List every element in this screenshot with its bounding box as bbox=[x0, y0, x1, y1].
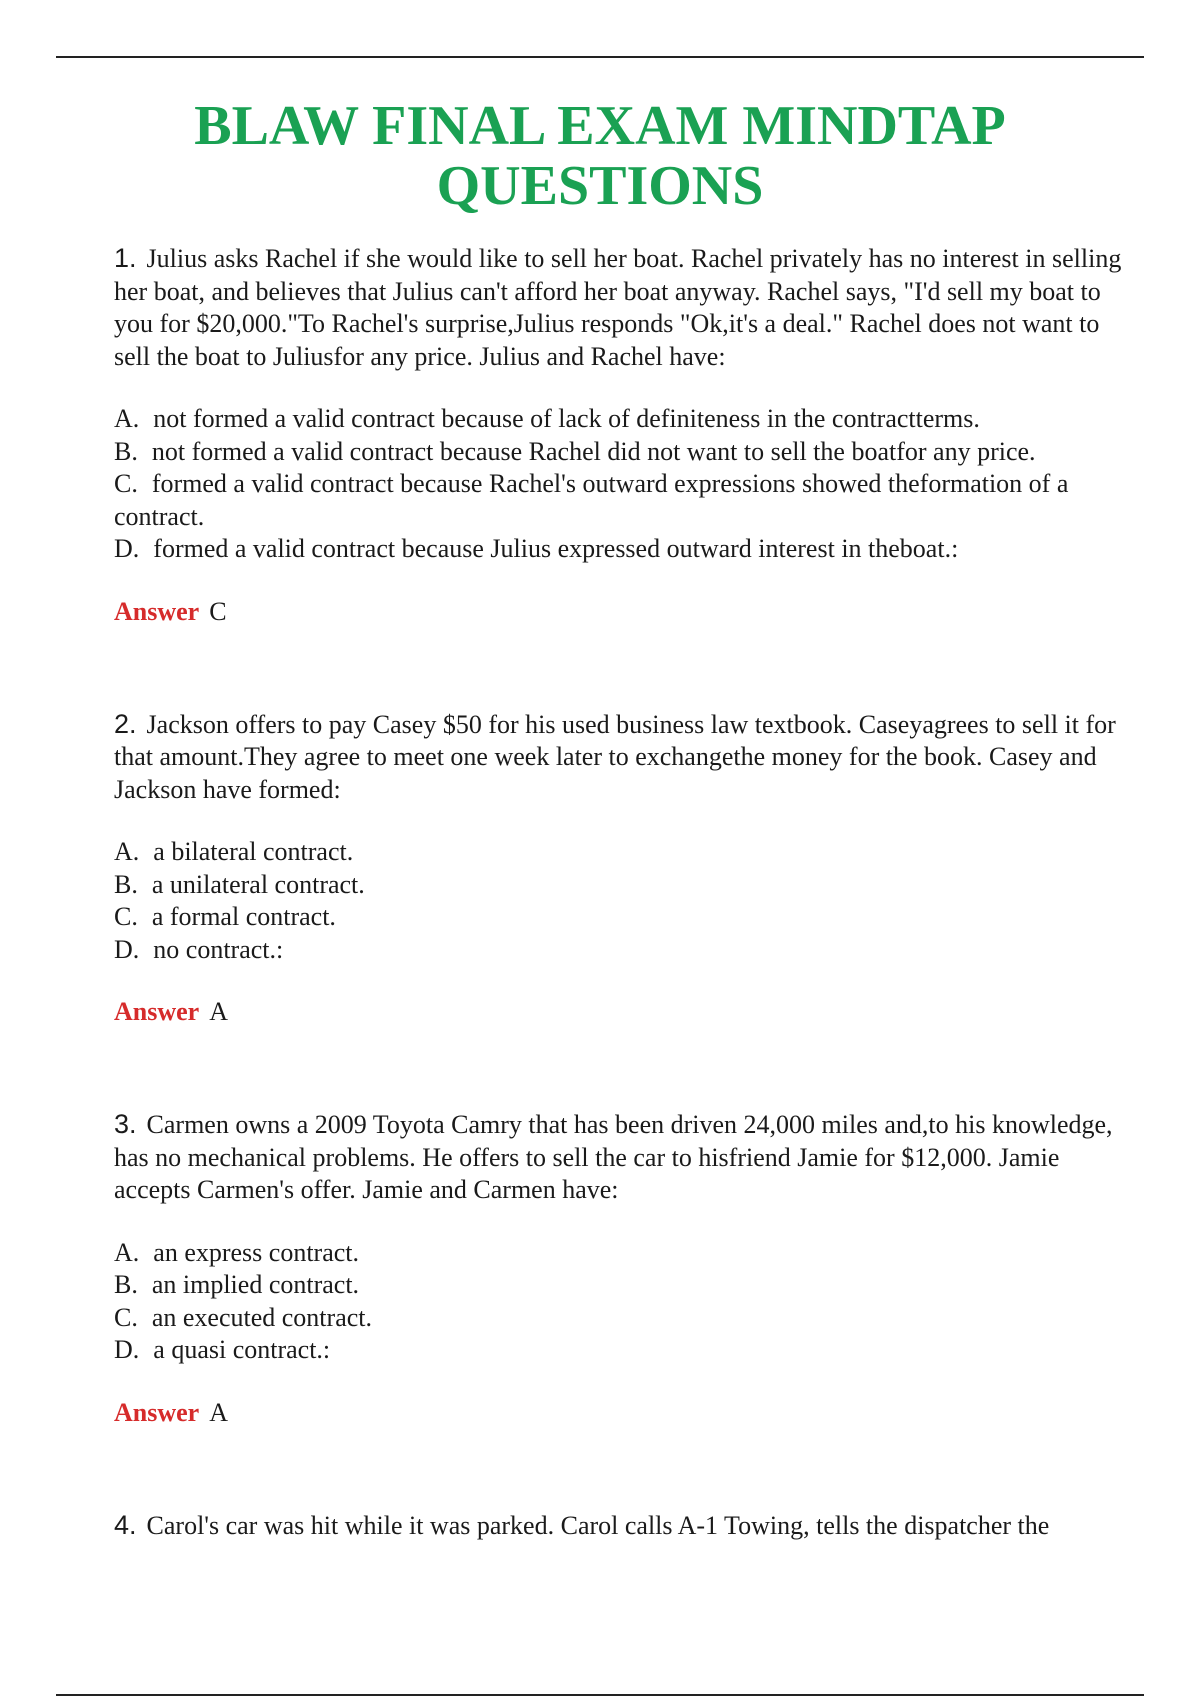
option-letter: B. bbox=[114, 1270, 138, 1299]
spacer bbox=[114, 628, 1134, 708]
option-d bbox=[114, 533, 1134, 566]
answer-value: A bbox=[209, 1397, 228, 1427]
page-title: BLAW FINAL EXAM MINDTAP QUESTIONS bbox=[194, 94, 1006, 217]
question-body: Carmen owns a 2009 Toyota Camry that has been driven 24,000 miles and,to his knowledge, has no mechanical problems. He offers to sell the car to hisfriend Jamie for $12,000. Jamie accepts Carmen's offer. Jamie and Carmen have: bbox=[114, 1110, 1113, 1204]
option-letter: A. bbox=[114, 1237, 140, 1267]
question-3 bbox=[114, 1108, 1134, 1429]
question-text bbox=[114, 1108, 1134, 1207]
option-c bbox=[114, 901, 1134, 934]
question-body: Jackson offers to pay Casey $50 for his used business law textbook. Caseyagrees to sell it for that amount.They agree to meet one week later to exchangethe money for the book. Casey and Jackson have formed: bbox=[114, 709, 1116, 804]
answer-label: Answer bbox=[114, 1397, 200, 1427]
option-text: a bilateral contract. bbox=[153, 837, 354, 866]
answer-line bbox=[114, 1397, 1134, 1429]
option-a bbox=[114, 1237, 1134, 1270]
option-b bbox=[114, 1269, 1134, 1302]
option-letter: C. bbox=[114, 902, 138, 931]
option-text: formed a valid contract because Julius expressed outward interest in theboat.: bbox=[153, 534, 959, 563]
answer-line bbox=[114, 996, 1134, 1028]
question-4 bbox=[114, 1509, 1134, 1543]
option-text: formed a valid contract because Rachel's outward expressions showed theformation of a contract. bbox=[114, 469, 1069, 531]
question-number: 2. bbox=[114, 708, 137, 739]
option-text: a formal contract. bbox=[151, 902, 336, 931]
question-text bbox=[114, 242, 1134, 373]
spacer bbox=[114, 1429, 1134, 1509]
question-number: 1. bbox=[114, 243, 137, 273]
option-letter: D. bbox=[114, 1335, 140, 1364]
answer-line bbox=[114, 596, 1134, 628]
question-text bbox=[114, 708, 1134, 807]
option-text: an executed contract. bbox=[151, 1302, 372, 1332]
option-letter: C. bbox=[114, 1302, 138, 1332]
option-b bbox=[114, 436, 1134, 469]
option-c bbox=[114, 1302, 1134, 1335]
option-letter: B. bbox=[114, 436, 138, 466]
option-letter: A. bbox=[114, 837, 140, 866]
question-2 bbox=[114, 708, 1134, 1029]
option-a bbox=[114, 403, 1134, 436]
answer-value: C bbox=[209, 596, 227, 626]
options-list bbox=[114, 1237, 1134, 1367]
option-text: not formed a valid contract because Rachel did not want to sell the boatfor any price. bbox=[151, 436, 1036, 466]
option-b bbox=[114, 869, 1134, 902]
spacer bbox=[114, 1028, 1134, 1108]
option-a bbox=[114, 836, 1134, 869]
option-text: an implied contract. bbox=[151, 1270, 360, 1299]
question-number: 4. bbox=[114, 1509, 137, 1540]
bottom-rule bbox=[56, 1694, 1144, 1696]
option-text: a quasi contract.: bbox=[153, 1335, 331, 1364]
question-body: Carol's car was hit while it was parked. Carol calls A-1 Towing, tells the dispatcher the bbox=[146, 1510, 1050, 1540]
option-letter: B. bbox=[114, 869, 138, 899]
option-letter: D. bbox=[114, 534, 140, 563]
options-list bbox=[114, 836, 1134, 966]
options-list bbox=[114, 403, 1134, 566]
option-letter: D. bbox=[114, 934, 140, 964]
question-1 bbox=[114, 242, 1134, 628]
option-c bbox=[114, 468, 1134, 533]
option-text: an express contract. bbox=[153, 1237, 360, 1267]
option-text: no contract.: bbox=[153, 934, 284, 964]
option-letter: C. bbox=[114, 469, 138, 498]
option-d bbox=[114, 934, 1134, 967]
answer-value: A bbox=[209, 997, 228, 1026]
option-text: a unilateral contract. bbox=[151, 869, 365, 899]
question-body: Julius asks Rachel if she would like to sell her boat. Rachel privately has no interest in selling her boat, and believes that Julius can't afford her boat anyway. Rachel says, "I'd sell my boat to you for $20,000."To Rachel's surprise,Julius responds "Ok,it's a deal." Rachel does not want to sell the boat to Juliusfor any price. Julius and Rachel have: bbox=[114, 244, 1122, 371]
option-d bbox=[114, 1334, 1134, 1367]
top-rule bbox=[56, 56, 1144, 58]
option-letter: A. bbox=[114, 404, 140, 433]
question-number: 3. bbox=[114, 1109, 137, 1139]
option-text: not formed a valid contract because of lack of definiteness in the contractterms. bbox=[153, 404, 980, 433]
answer-label: Answer bbox=[114, 997, 200, 1026]
questions-list bbox=[114, 242, 1134, 1542]
answer-label: Answer bbox=[114, 596, 200, 626]
question-text bbox=[114, 1509, 1134, 1543]
